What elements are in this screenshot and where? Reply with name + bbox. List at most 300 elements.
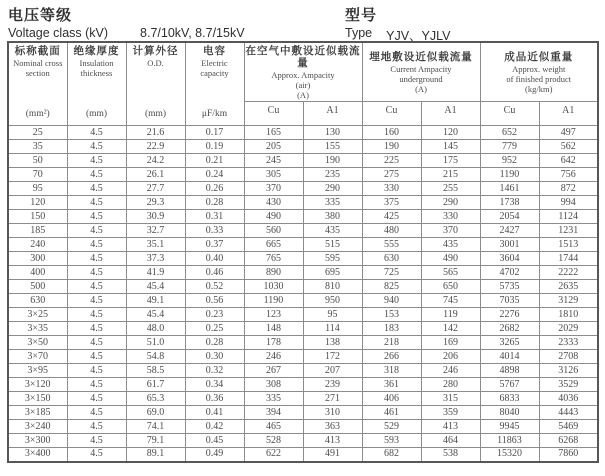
table-cell: 3×50 — [8, 336, 67, 350]
table-cell: 0.40 — [185, 252, 244, 266]
group-en: underground — [399, 74, 443, 84]
table-cell: 1810 — [539, 308, 598, 322]
table-cell: 95 — [8, 182, 67, 196]
table-cell: 21.6 — [126, 126, 185, 140]
table-cell: 500 — [8, 280, 67, 294]
table-cell: 595 — [303, 252, 362, 266]
table-cell: 4.5 — [67, 364, 126, 378]
table-row — [8, 182, 598, 196]
table-row — [8, 126, 598, 140]
table-cell: 266 — [362, 350, 421, 364]
table-cell: 207 — [303, 364, 362, 378]
table-cell: 145 — [421, 140, 480, 154]
table-cell: 218 — [362, 336, 421, 350]
table-cell: 246 — [244, 350, 303, 364]
table-cell: 175 — [421, 154, 480, 168]
voltage-class-value: 8.7/10kV, 8.7/15kV — [140, 26, 245, 40]
table-cell: 490 — [421, 252, 480, 266]
table-cell: 7860 — [539, 448, 598, 462]
table-cell: 3×35 — [8, 322, 67, 336]
table-cell: 5469 — [539, 420, 598, 434]
table-cell: 1190 — [244, 294, 303, 308]
table-cell: 465 — [244, 420, 303, 434]
table-row — [8, 252, 598, 266]
table-cell: 0.28 — [185, 196, 244, 210]
table-cell: 555 — [362, 238, 421, 252]
subcol-air-al: A1 — [303, 102, 362, 126]
col-en: O.D. — [147, 58, 164, 68]
table-cell: 4.5 — [67, 238, 126, 252]
table-cell: 330 — [421, 210, 480, 224]
table-cell: 622 — [244, 448, 303, 462]
group-en: Current Ampacity — [390, 64, 452, 74]
type-label: Type — [345, 26, 373, 40]
header-row-main — [8, 42, 598, 102]
table-cell: 318 — [362, 364, 421, 378]
table-cell: 491 — [303, 448, 362, 462]
table-cell: 3×95 — [8, 364, 67, 378]
table-cell: 4.5 — [67, 308, 126, 322]
table-cell: 435 — [421, 238, 480, 252]
table-cell: 695 — [303, 266, 362, 280]
table-cell: 120 — [421, 126, 480, 140]
table-cell: 642 — [539, 154, 598, 168]
table-cell: 4.5 — [67, 154, 126, 168]
table-cell: 529 — [362, 420, 421, 434]
table-cell: 290 — [421, 196, 480, 210]
table-cell: 235 — [303, 168, 362, 182]
group-en: of finished product — [506, 74, 572, 84]
table-row — [8, 420, 598, 434]
table-cell: 2708 — [539, 350, 598, 364]
subcol-air-cu: Cu — [244, 102, 303, 126]
table-cell: 45.4 — [126, 280, 185, 294]
group-finished-weight — [480, 42, 598, 102]
table-cell: 4.5 — [67, 378, 126, 392]
voltage-class-label: Voltage class (kV) — [8, 26, 109, 40]
table-cell: 155 — [303, 140, 362, 154]
col-zh: 电容 — [203, 46, 226, 57]
table-cell: 1744 — [539, 252, 598, 266]
table-cell: 119 — [421, 308, 480, 322]
table-cell: 425 — [362, 210, 421, 224]
table-cell: 3×400 — [8, 448, 67, 462]
table-cell: 51.0 — [126, 336, 185, 350]
table-cell: 1030 — [244, 280, 303, 294]
subcol-underground-cu: Cu — [362, 102, 421, 126]
subcol-weight-al: A1 — [539, 102, 598, 126]
type-row — [345, 26, 450, 44]
table-row — [8, 392, 598, 406]
table-cell: 375 — [362, 196, 421, 210]
table-cell: 48.0 — [126, 322, 185, 336]
table-cell: 4.5 — [67, 434, 126, 448]
table-cell: 142 — [421, 322, 480, 336]
table-row — [8, 322, 598, 336]
table-cell: 300 — [8, 252, 67, 266]
table-row — [8, 406, 598, 420]
table-cell: 0.23 — [185, 308, 244, 322]
type-value: YJV、YJLV — [386, 29, 451, 43]
col-unit: (mm) — [85, 109, 108, 119]
table-cell: 593 — [362, 434, 421, 448]
table-cell: 3×25 — [8, 308, 67, 322]
group-en: Approx. Ampacity — [271, 70, 335, 80]
table-row — [8, 448, 598, 462]
table-cell: 153 — [362, 308, 421, 322]
col-unit: (mm) — [144, 109, 167, 119]
table-cell: 0.33 — [185, 224, 244, 238]
table-cell: 435 — [303, 224, 362, 238]
table-cell: 461 — [362, 406, 421, 420]
table-cell: 4.5 — [67, 392, 126, 406]
voltage-class-block — [7, 4, 345, 40]
group-zh: 成品近似重量 — [504, 52, 574, 63]
table-cell: 3×300 — [8, 434, 67, 448]
table-cell: 4.5 — [67, 252, 126, 266]
table-row — [8, 196, 598, 210]
table-cell: 413 — [303, 434, 362, 448]
table-cell: 3×240 — [8, 420, 67, 434]
table-cell: 4.5 — [67, 126, 126, 140]
table-cell: 11863 — [480, 434, 539, 448]
table-cell: 4.5 — [67, 196, 126, 210]
table-cell: 15320 — [480, 448, 539, 462]
table-cell: 89.1 — [126, 448, 185, 462]
table-cell: 255 — [421, 182, 480, 196]
table-cell: 682 — [362, 448, 421, 462]
table-cell: 0.25 — [185, 322, 244, 336]
subcol-weight-cu: Cu — [480, 102, 539, 126]
table-cell: 3129 — [539, 294, 598, 308]
table-cell: 178 — [244, 336, 303, 350]
table-cell: 1124 — [539, 210, 598, 224]
table-cell: 779 — [480, 140, 539, 154]
table-cell: 215 — [421, 168, 480, 182]
table-cell: 4036 — [539, 392, 598, 406]
table-cell: 7035 — [480, 294, 539, 308]
group-ampacity-underground — [362, 42, 480, 102]
col-zh: 计算外径 — [132, 46, 179, 57]
table-cell: 0.30 — [185, 350, 244, 364]
table-cell: 745 — [421, 294, 480, 308]
table-cell: 183 — [362, 322, 421, 336]
table-cell: 630 — [362, 252, 421, 266]
table-cell: 3×120 — [8, 378, 67, 392]
table-cell: 245 — [244, 154, 303, 168]
table-cell: 0.26 — [185, 182, 244, 196]
table-cell: 1190 — [480, 168, 539, 182]
table-cell: 8040 — [480, 406, 539, 420]
table-cell: 310 — [303, 406, 362, 420]
table-cell: 1738 — [480, 196, 539, 210]
table-cell: 370 — [244, 182, 303, 196]
table-cell: 6833 — [480, 392, 539, 406]
table-cell: 359 — [421, 406, 480, 420]
table-cell: 4443 — [539, 406, 598, 420]
table-cell: 4.5 — [67, 406, 126, 420]
table-cell: 58.5 — [126, 364, 185, 378]
table-cell: 280 — [421, 378, 480, 392]
table-cell: 0.17 — [185, 126, 244, 140]
table-row — [8, 364, 598, 378]
table-cell: 246 — [421, 364, 480, 378]
table-cell: 950 — [303, 294, 362, 308]
table-cell: 4014 — [480, 350, 539, 364]
col-zh: 标称截面 — [14, 46, 61, 57]
table-cell: 2635 — [539, 280, 598, 294]
table-row — [8, 140, 598, 154]
table-cell: 205 — [244, 140, 303, 154]
table-cell: 54.8 — [126, 350, 185, 364]
cable-spec-table — [7, 41, 599, 463]
table-cell: 3001 — [480, 238, 539, 252]
col-outer-diameter — [126, 42, 185, 126]
table-row — [8, 210, 598, 224]
table-cell: 515 — [303, 238, 362, 252]
table-cell: 50 — [8, 154, 67, 168]
table-cell: 29.3 — [126, 196, 185, 210]
table-cell: 3×150 — [8, 392, 67, 406]
table-cell: 150 — [8, 210, 67, 224]
table-cell: 0.34 — [185, 378, 244, 392]
table-cell: 27.7 — [126, 182, 185, 196]
table-cell: 0.31 — [185, 210, 244, 224]
table-cell: 79.1 — [126, 434, 185, 448]
col-electric-capacity — [185, 42, 244, 126]
table-cell: 24.2 — [126, 154, 185, 168]
table-cell: 190 — [362, 140, 421, 154]
table-cell: 271 — [303, 392, 362, 406]
table-cell: 123 — [244, 308, 303, 322]
table-cell: 35.1 — [126, 238, 185, 252]
table-cell: 275 — [362, 168, 421, 182]
col-en: Electric capacity — [200, 58, 229, 78]
table-cell: 361 — [362, 378, 421, 392]
table-cell: 160 — [362, 126, 421, 140]
table-cell: 4702 — [480, 266, 539, 280]
table-cell: 394 — [244, 406, 303, 420]
table-cell: 665 — [244, 238, 303, 252]
table-cell: 9945 — [480, 420, 539, 434]
table-cell: 4.5 — [67, 294, 126, 308]
table-cell: 4.5 — [67, 350, 126, 364]
table-cell: 0.56 — [185, 294, 244, 308]
table-cell: 130 — [303, 126, 362, 140]
table-row — [8, 280, 598, 294]
table-cell: 70 — [8, 168, 67, 182]
table-row — [8, 336, 598, 350]
table-cell: 650 — [421, 280, 480, 294]
table-cell: 4.5 — [67, 266, 126, 280]
table-cell: 206 — [421, 350, 480, 364]
table-cell: 490 — [244, 210, 303, 224]
table-cell: 2333 — [539, 336, 598, 350]
table-cell: 0.21 — [185, 154, 244, 168]
table-row — [8, 238, 598, 252]
table-cell: 565 — [421, 266, 480, 280]
voltage-class-title-zh: 电压等级 — [8, 7, 73, 24]
table-cell: 0.45 — [185, 434, 244, 448]
table-row — [8, 350, 598, 364]
table-cell: 35 — [8, 140, 67, 154]
group-en: (A) — [297, 90, 309, 100]
table-cell: 940 — [362, 294, 421, 308]
type-block — [345, 4, 450, 44]
table-cell: 0.36 — [185, 392, 244, 406]
group-en: Approx. weight — [512, 64, 566, 74]
table-cell: 538 — [421, 448, 480, 462]
table-cell: 26.1 — [126, 168, 185, 182]
table-cell: 430 — [244, 196, 303, 210]
table-cell: 165 — [244, 126, 303, 140]
table-cell: 330 — [362, 182, 421, 196]
table-cell: 0.49 — [185, 448, 244, 462]
group-zh: 在空气中敷设近似载流量 — [245, 46, 361, 69]
table-cell: 3529 — [539, 378, 598, 392]
table-cell: 169 — [421, 336, 480, 350]
table-cell: 32.7 — [126, 224, 185, 238]
table-cell: 305 — [244, 168, 303, 182]
table-cell: 49.1 — [126, 294, 185, 308]
table-cell: 2427 — [480, 224, 539, 238]
table-cell: 308 — [244, 378, 303, 392]
table-cell: 4.5 — [67, 224, 126, 238]
subcol-underground-al: A1 — [421, 102, 480, 126]
group-en: (A) — [415, 84, 427, 94]
table-cell: 363 — [303, 420, 362, 434]
table-cell: 138 — [303, 336, 362, 350]
col-en: Nominal cross section — [13, 58, 63, 78]
table-cell: 952 — [480, 154, 539, 168]
table-cell: 239 — [303, 378, 362, 392]
table-cell: 4.5 — [67, 336, 126, 350]
table-row — [8, 434, 598, 448]
table-cell: 630 — [8, 294, 67, 308]
col-nominal-cross-section — [8, 42, 67, 126]
table-cell: 4.5 — [67, 448, 126, 462]
table-cell: 65.3 — [126, 392, 185, 406]
table-cell: 3×185 — [8, 406, 67, 420]
table-cell: 225 — [362, 154, 421, 168]
table-cell: 497 — [539, 126, 598, 140]
group-en: (air) — [295, 80, 311, 90]
table-row — [8, 154, 598, 168]
table-cell: 400 — [8, 266, 67, 280]
table-row — [8, 168, 598, 182]
table-cell: 74.1 — [126, 420, 185, 434]
table-cell: 4.5 — [67, 210, 126, 224]
table-cell: 4.5 — [67, 280, 126, 294]
table-cell: 0.41 — [185, 406, 244, 420]
group-zh: 埋地敷设近似载流量 — [369, 52, 473, 63]
table-cell: 25 — [8, 126, 67, 140]
table-cell: 528 — [244, 434, 303, 448]
table-cell: 30.9 — [126, 210, 185, 224]
table-cell: 413 — [421, 420, 480, 434]
table-cell: 0.42 — [185, 420, 244, 434]
table-cell: 0.32 — [185, 364, 244, 378]
table-cell: 95 — [303, 308, 362, 322]
group-en: (kg/km) — [525, 84, 553, 94]
table-cell: 562 — [539, 140, 598, 154]
table-cell: 37.3 — [126, 252, 185, 266]
table-cell: 1513 — [539, 238, 598, 252]
table-cell: 69.0 — [126, 406, 185, 420]
table-cell: 890 — [244, 266, 303, 280]
table-cell: 172 — [303, 350, 362, 364]
table-cell: 872 — [539, 182, 598, 196]
table-cell: 0.46 — [185, 266, 244, 280]
table-cell: 0.28 — [185, 336, 244, 350]
table-cell: 4.5 — [67, 420, 126, 434]
col-zh: 绝缘厚度 — [73, 46, 120, 57]
table-cell: 825 — [362, 280, 421, 294]
table-cell: 2222 — [539, 266, 598, 280]
table-cell: 380 — [303, 210, 362, 224]
table-cell: 267 — [244, 364, 303, 378]
col-unit: (mm²) — [25, 109, 50, 119]
table-cell: 2682 — [480, 322, 539, 336]
voltage-class-row — [8, 26, 345, 40]
table-cell: 3×70 — [8, 350, 67, 364]
table-cell: 810 — [303, 280, 362, 294]
type-title-zh: 型号 — [345, 7, 378, 24]
table-row — [8, 294, 598, 308]
table-cell: 370 — [421, 224, 480, 238]
table-cell: 22.9 — [126, 140, 185, 154]
table-cell: 3265 — [480, 336, 539, 350]
col-en: Insulation thickness — [79, 58, 114, 78]
table-cell: 148 — [244, 322, 303, 336]
table-body — [8, 126, 598, 462]
table-cell: 480 — [362, 224, 421, 238]
table-cell: 560 — [244, 224, 303, 238]
table-cell: 61.7 — [126, 378, 185, 392]
table-cell: 335 — [244, 392, 303, 406]
table-cell: 4.5 — [67, 322, 126, 336]
table-header — [8, 42, 598, 126]
table-row — [8, 266, 598, 280]
table-cell: 6268 — [539, 434, 598, 448]
table-cell: 114 — [303, 322, 362, 336]
table-cell: 3126 — [539, 364, 598, 378]
table-row — [8, 308, 598, 322]
table-cell: 190 — [303, 154, 362, 168]
table-cell: 4.5 — [67, 182, 126, 196]
table-cell: 2276 — [480, 308, 539, 322]
table-cell: 4.5 — [67, 140, 126, 154]
table-cell: 652 — [480, 126, 539, 140]
table-cell: 2029 — [539, 322, 598, 336]
table-cell: 45.4 — [126, 308, 185, 322]
table-row — [8, 224, 598, 238]
table-cell: 725 — [362, 266, 421, 280]
table-cell: 5767 — [480, 378, 539, 392]
table-cell: 464 — [421, 434, 480, 448]
table-cell: 335 — [303, 196, 362, 210]
col-insulation-thickness — [67, 42, 126, 126]
table-cell: 994 — [539, 196, 598, 210]
table-cell: 765 — [244, 252, 303, 266]
group-ampacity-air — [244, 42, 362, 102]
table-cell: 1461 — [480, 182, 539, 196]
table-cell: 1231 — [539, 224, 598, 238]
table-cell: 406 — [362, 392, 421, 406]
titlebar — [7, 4, 600, 41]
table-cell: 41.9 — [126, 266, 185, 280]
table-cell: 4.5 — [67, 168, 126, 182]
